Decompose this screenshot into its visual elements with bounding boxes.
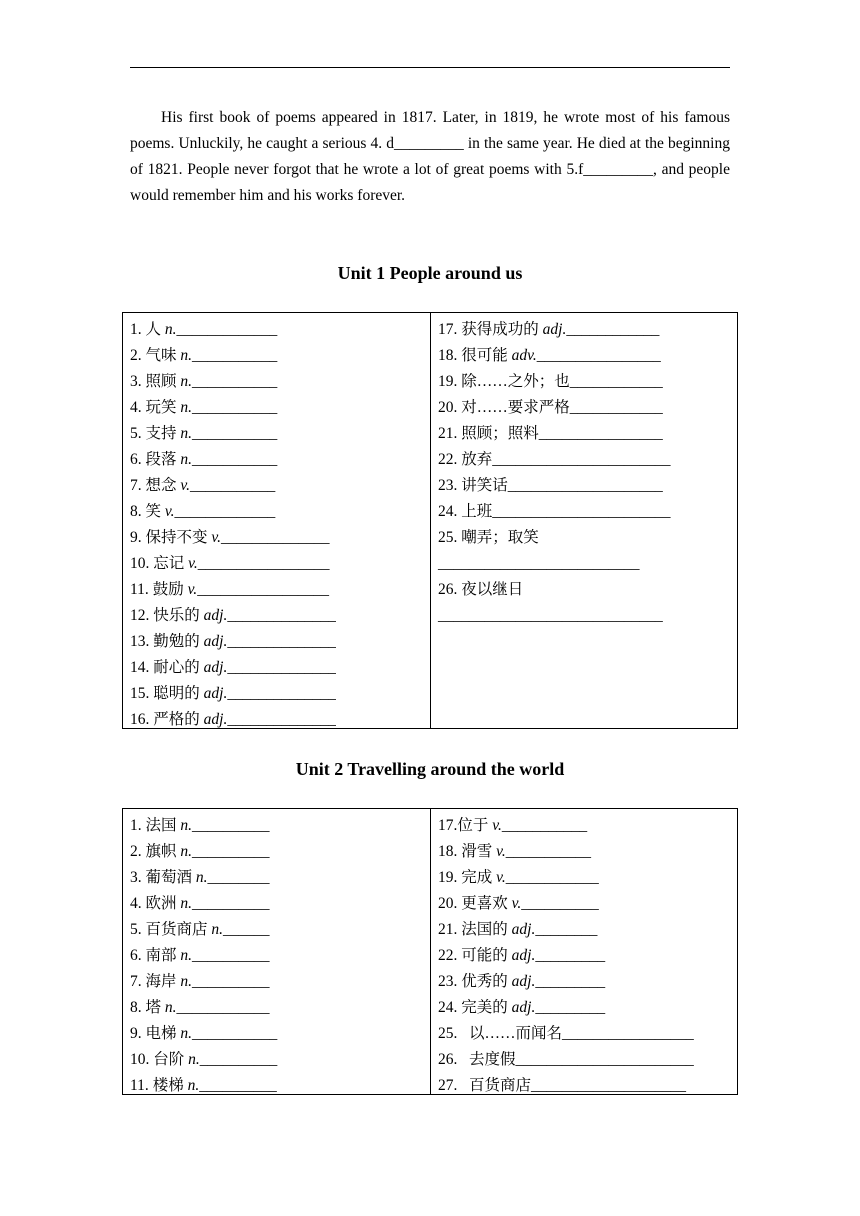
item-number: 21. <box>438 425 458 442</box>
item-blank[interactable]: _____________________________ <box>438 607 663 624</box>
vocab-item <box>130 317 430 343</box>
item-number: 5. <box>130 921 142 938</box>
item-part-of-speech: adj. <box>511 999 536 1016</box>
item-part-of-speech: n. <box>180 947 193 964</box>
item-part-of-speech: v. <box>496 869 506 886</box>
item-blank[interactable]: ______ <box>223 921 270 938</box>
item-chinese-word: 滑雪 <box>461 843 493 860</box>
item-part-of-speech: v. <box>188 555 198 572</box>
vocab-item <box>130 995 430 1021</box>
item-chinese-word: 忘记 <box>153 555 185 572</box>
item-chinese-word: 可能的 <box>461 947 508 964</box>
item-blank[interactable]: ______________ <box>227 607 336 624</box>
item-blank[interactable]: ____________________ <box>507 477 663 494</box>
item-chinese-word: 百货商店 <box>469 1077 532 1094</box>
item-chinese-word: 以……而闻名 <box>469 1025 563 1042</box>
item-blank[interactable]: ___________ <box>190 477 276 494</box>
vocab-item <box>438 421 737 447</box>
item-number: 12. <box>130 607 150 624</box>
vocab-item <box>438 499 737 525</box>
item-blank[interactable]: ____________ <box>505 869 599 886</box>
item-part-of-speech: v. <box>164 503 175 520</box>
item-blank[interactable]: __________ <box>192 843 270 860</box>
item-chinese-word: 上班 <box>461 503 493 520</box>
item-blank[interactable]: __________ <box>192 817 270 834</box>
item-chinese-word: 照顾；照料 <box>461 425 539 442</box>
vocab-item <box>438 343 737 369</box>
item-number: 22. <box>438 947 458 964</box>
item-blank[interactable]: _______________________ <box>515 1051 694 1068</box>
item-part-of-speech: adj. <box>511 947 536 964</box>
item-chinese-word: 葡萄酒 <box>145 869 193 886</box>
item-chinese-word: 嘲弄；取笑 <box>461 529 539 546</box>
item-number: 27. <box>438 1077 458 1094</box>
item-number: 14. <box>130 659 150 676</box>
item-part-of-speech: n. <box>180 843 193 860</box>
item-number: 15. <box>130 685 150 702</box>
item-chinese-word: 完成 <box>461 869 493 886</box>
item-number: 10. <box>130 1051 150 1068</box>
vocab-item <box>130 839 430 865</box>
item-part-of-speech: n. <box>180 451 193 468</box>
item-chinese-word: 严格的 <box>153 711 200 728</box>
vocab-item <box>130 865 430 891</box>
vocab-item <box>130 499 430 525</box>
item-number: 1. <box>130 817 142 834</box>
item-blank[interactable]: _________________ <box>197 581 329 598</box>
item-number: 24. <box>438 503 458 520</box>
item-chinese-word: 勤勉的 <box>153 633 200 650</box>
vocab-item <box>130 343 430 369</box>
item-blank[interactable]: __________ <box>192 973 270 990</box>
item-blank[interactable]: ___________ <box>501 817 588 834</box>
item-blank[interactable]: ____________ <box>566 321 660 338</box>
item-chinese-word: 南部 <box>145 947 177 964</box>
vocab-item <box>130 525 430 551</box>
item-chinese-word: 聪明的 <box>153 685 200 702</box>
item-number: 11. <box>130 581 149 598</box>
vocab-item <box>130 813 430 839</box>
vocab-item <box>438 369 737 395</box>
item-blank[interactable]: _________________ <box>562 1025 694 1042</box>
item-number: 9. <box>130 1025 142 1042</box>
vocab-item <box>438 525 737 551</box>
item-blank[interactable]: ________________ <box>538 425 663 442</box>
vocab-item <box>438 1073 737 1099</box>
item-chinese-word: 除……之外；也 <box>461 373 570 390</box>
item-blank[interactable]: __________ <box>192 947 270 964</box>
item-number: 16. <box>130 711 150 728</box>
vocab-answer-line <box>438 551 737 577</box>
vocab-item <box>130 421 430 447</box>
item-number: 5. <box>130 425 142 442</box>
item-blank[interactable]: __________ <box>521 895 599 912</box>
item-number: 2. <box>130 843 142 860</box>
unit1-left-column <box>123 313 430 728</box>
item-chinese-word: 位于 <box>457 817 489 834</box>
vocab-item <box>130 629 430 655</box>
item-blank[interactable]: ______________ <box>221 529 330 546</box>
item-part-of-speech: v. <box>180 477 190 494</box>
item-blank[interactable]: ___________ <box>192 373 278 390</box>
item-chinese-word: 塔 <box>145 999 162 1016</box>
item-blank[interactable]: __________ <box>199 1051 278 1068</box>
item-part-of-speech: n. <box>180 817 193 834</box>
item-blank[interactable]: ____________ <box>569 373 663 390</box>
unit1-title: Unit 1 People around us <box>337 263 523 283</box>
item-chinese-word: 放弃 <box>461 451 493 468</box>
vocab-item <box>130 1047 430 1073</box>
unit1-right-column <box>430 313 737 728</box>
item-number: 10. <box>130 555 150 572</box>
vocab-item <box>438 813 737 839</box>
item-number: 13. <box>130 633 150 650</box>
item-chinese-word: 耐心的 <box>153 659 200 676</box>
vocab-item <box>130 473 430 499</box>
item-blank[interactable]: _________ <box>535 973 606 990</box>
item-number: 20. <box>438 895 458 912</box>
item-chinese-word: 完美的 <box>461 999 508 1016</box>
unit1-vocab-table <box>122 312 738 729</box>
item-part-of-speech: adj. <box>203 711 228 728</box>
vocab-item <box>130 1073 430 1099</box>
item-chinese-word: 楼梯 <box>152 1077 184 1094</box>
item-chinese-word: 玩笑 <box>145 399 177 416</box>
item-chinese-word: 海岸 <box>145 973 177 990</box>
item-chinese-word: 讲笑话 <box>461 477 508 494</box>
vocab-item <box>130 969 430 995</box>
item-number: 1. <box>130 321 142 338</box>
item-chinese-word: 百货商店 <box>145 921 208 938</box>
vocab-item <box>438 1021 737 1047</box>
item-number: 17. <box>438 321 458 338</box>
item-blank[interactable]: _______________________ <box>492 503 671 520</box>
item-number: 21. <box>438 921 458 938</box>
item-blank[interactable]: _______________________ <box>492 451 671 468</box>
item-chinese-word: 笑 <box>145 503 162 520</box>
item-part-of-speech: n. <box>180 425 193 442</box>
item-chinese-word: 夜以继日 <box>461 581 524 598</box>
item-part-of-speech: n. <box>211 921 224 938</box>
item-chinese-word: 保持不变 <box>145 529 208 546</box>
item-number: 19. <box>438 869 458 886</box>
item-number: 25. <box>438 529 458 546</box>
item-blank[interactable]: ________________ <box>536 347 661 364</box>
item-number: 26. <box>438 1051 458 1068</box>
vocab-item <box>438 317 737 343</box>
item-part-of-speech: n. <box>180 399 193 416</box>
item-number: 22. <box>438 451 458 468</box>
item-part-of-speech: n. <box>180 1025 193 1042</box>
item-blank[interactable]: _________ <box>535 999 606 1016</box>
vocab-item <box>130 395 430 421</box>
item-part-of-speech: n. <box>180 895 193 912</box>
unit2-vocab-table <box>122 808 738 1095</box>
item-chinese-word: 照顾 <box>145 373 177 390</box>
item-blank[interactable]: ______________ <box>227 659 336 676</box>
item-blank[interactable]: __________ <box>192 895 270 912</box>
item-blank[interactable]: _________________ <box>197 555 330 572</box>
vocab-item <box>130 369 430 395</box>
item-blank[interactable]: ___________ <box>192 399 278 416</box>
item-number: 23. <box>438 477 458 494</box>
vocab-item <box>130 707 430 733</box>
item-number: 23. <box>438 973 458 990</box>
unit2-title: Unit 2 Travelling around the world <box>295 759 565 779</box>
item-blank[interactable]: ___________ <box>192 425 278 442</box>
item-number: 26. <box>438 581 458 598</box>
item-number: 7. <box>130 477 142 494</box>
item-part-of-speech: n. <box>164 999 177 1016</box>
item-chinese-word: 更喜欢 <box>461 895 508 912</box>
item-chinese-word: 对……要求严格 <box>461 399 570 416</box>
item-number: 18. <box>438 843 458 860</box>
item-chinese-word: 很可能 <box>461 347 508 364</box>
item-number: 6. <box>130 451 142 468</box>
item-part-of-speech: n. <box>180 373 193 390</box>
item-part-of-speech: v. <box>187 581 198 598</box>
item-part-of-speech: n. <box>164 321 177 338</box>
vocab-item <box>438 1047 737 1073</box>
item-number: 11. <box>130 1077 149 1094</box>
vocab-item <box>130 917 430 943</box>
header-rule <box>130 67 730 68</box>
item-blank[interactable]: _____________ <box>176 321 278 338</box>
vocab-item <box>438 969 737 995</box>
vocab-item <box>130 603 430 629</box>
item-chinese-word: 优秀的 <box>461 973 508 990</box>
item-part-of-speech: n. <box>180 347 193 364</box>
item-number: 25. <box>438 1025 458 1042</box>
vocab-item <box>130 943 430 969</box>
item-chinese-word: 段落 <box>145 451 177 468</box>
item-blank[interactable]: ______________ <box>227 711 336 728</box>
item-blank[interactable]: ______________ <box>227 685 336 702</box>
item-number: 3. <box>130 373 142 390</box>
item-part-of-speech: v. <box>496 843 506 860</box>
item-part-of-speech: adj. <box>203 685 228 702</box>
vocab-item <box>438 473 737 499</box>
item-number: 6. <box>130 947 142 964</box>
item-number: 4. <box>130 399 142 416</box>
item-part-of-speech: v. <box>511 895 522 912</box>
item-chinese-word: 台阶 <box>153 1051 185 1068</box>
item-part-of-speech: n. <box>188 1051 200 1068</box>
vocab-item <box>130 577 430 603</box>
item-chinese-word: 法国的 <box>461 921 508 938</box>
vocab-item <box>438 917 737 943</box>
item-chinese-word: 获得成功的 <box>461 321 539 338</box>
item-number: 3. <box>130 869 142 886</box>
item-part-of-speech: adj. <box>511 921 536 938</box>
item-number: 8. <box>130 503 142 520</box>
item-number: 19. <box>438 373 458 390</box>
item-chinese-word: 快乐的 <box>153 607 200 624</box>
item-part-of-speech: adj. <box>542 321 567 338</box>
item-number: 4. <box>130 895 142 912</box>
item-blank[interactable]: ___________ <box>192 1025 278 1042</box>
item-number: 20. <box>438 399 458 416</box>
vocab-item <box>130 681 430 707</box>
item-number: 18. <box>438 347 458 364</box>
item-blank[interactable]: __________________________ <box>438 555 640 572</box>
vocab-item <box>130 447 430 473</box>
item-part-of-speech: adj. <box>203 633 228 650</box>
item-blank[interactable]: ______________ <box>227 633 336 650</box>
item-part-of-speech: adj. <box>203 607 228 624</box>
vocab-item <box>130 655 430 681</box>
vocab-item <box>438 891 737 917</box>
item-chinese-word: 欧洲 <box>145 895 177 912</box>
unit2-right-column <box>430 809 737 1094</box>
vocab-item <box>438 577 737 603</box>
item-blank[interactable]: ___________ <box>505 843 591 860</box>
item-part-of-speech: n. <box>180 973 193 990</box>
item-chinese-word: 支持 <box>145 425 177 442</box>
item-blank[interactable]: _________ <box>535 947 606 964</box>
item-part-of-speech: v. <box>492 817 502 834</box>
item-blank[interactable]: ___________ <box>192 347 278 364</box>
item-chinese-word: 电梯 <box>145 1025 177 1042</box>
item-blank[interactable]: ________ <box>207 869 270 886</box>
item-part-of-speech: n. <box>195 869 208 886</box>
passage-paragraph: His first book of poems appeared in 1817. Later, in 1819, he wrote most of his famous poems. Unluckily, he caught a serious 4. d_________ in the same year. He died at the beginning of 1821. People never forgot that he wrote a lot of great poems with 5.f_________, and people would remember him and his works forever. <box>130 109 730 204</box>
vocab-item <box>438 839 737 865</box>
item-number: 24. <box>438 999 458 1016</box>
vocab-item <box>438 865 737 891</box>
item-blank[interactable]: ________ <box>535 921 598 938</box>
item-number: 9. <box>130 529 142 546</box>
item-blank[interactable]: ____________________ <box>531 1077 687 1094</box>
vocab-item <box>130 891 430 917</box>
item-chinese-word: 想念 <box>145 477 177 494</box>
item-blank[interactable]: ____________ <box>569 399 663 416</box>
item-blank[interactable]: _____________ <box>174 503 276 520</box>
vocab-item <box>130 551 430 577</box>
item-blank[interactable]: ___________ <box>192 451 278 468</box>
item-part-of-speech: adv. <box>511 347 537 364</box>
item-blank[interactable]: ____________ <box>176 999 270 1016</box>
vocab-answer-line <box>438 603 737 629</box>
item-chinese-word: 人 <box>145 321 162 338</box>
vocab-item <box>438 447 737 473</box>
item-part-of-speech: n. <box>187 1077 200 1094</box>
vocab-item <box>438 995 737 1021</box>
item-chinese-word: 旗帜 <box>145 843 177 860</box>
vocab-item <box>438 395 737 421</box>
item-number: 8. <box>130 999 142 1016</box>
item-blank[interactable]: __________ <box>199 1077 277 1094</box>
item-chinese-word: 法国 <box>145 817 177 834</box>
vocab-item <box>130 1021 430 1047</box>
unit2-left-column <box>123 809 430 1094</box>
item-number: 7. <box>130 973 142 990</box>
item-part-of-speech: v. <box>211 529 221 546</box>
vocab-item <box>438 943 737 969</box>
item-part-of-speech: adj. <box>511 973 536 990</box>
item-chinese-word: 气味 <box>145 347 177 364</box>
item-chinese-word: 鼓励 <box>152 581 184 598</box>
item-number: 2. <box>130 347 142 364</box>
item-chinese-word: 去度假 <box>469 1051 516 1068</box>
item-part-of-speech: adj. <box>203 659 228 676</box>
item-number: 17. <box>438 817 458 834</box>
